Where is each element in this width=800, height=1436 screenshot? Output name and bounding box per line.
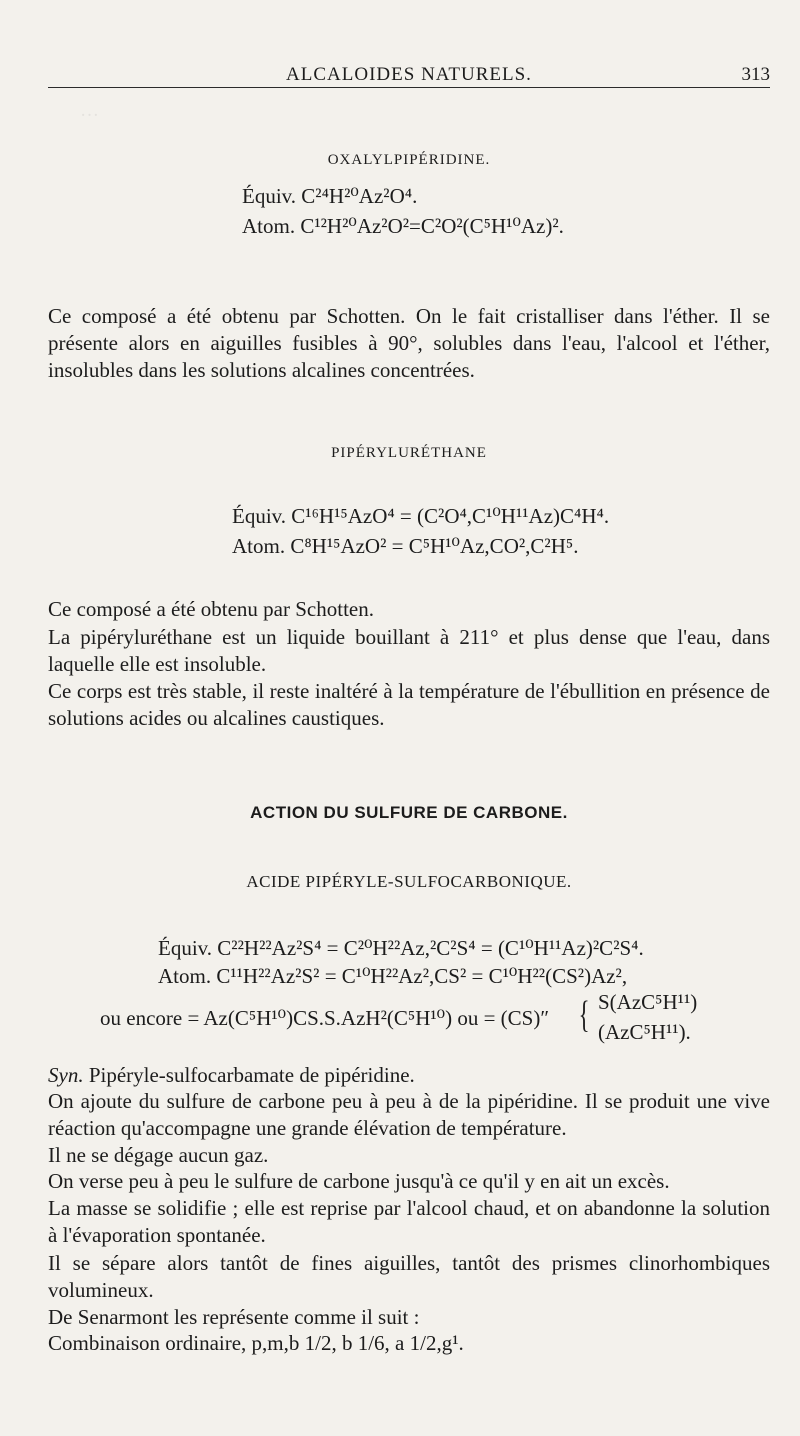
subsection-title-acide: ACIDE PIPÉRYLE-SULFOCARBONIQUE. [246, 872, 572, 891]
formula-atom: Atom. C¹²H²⁰Az²O²=C²O²(C⁵H¹⁰Az)². [242, 214, 564, 238]
formula-atom: Atom. C¹¹H²²Az²S² = C¹⁰H²²Az²,CS² = C¹⁰H²²(CS²)Az², [158, 964, 628, 988]
paragraph: Il ne se dégage aucun gaz. [48, 1143, 269, 1167]
header-rule [48, 87, 770, 88]
paragraph: On ajoute du sulfure de carbone peu à peu à de la pipéridine. Il se produit une vive réaction qu'accompagne une grande élévation de température. [48, 1089, 770, 1140]
paragraph: On verse peu à peu le sulfure de carbone jusqu'à ce qu'il y en ait un excès. [48, 1169, 670, 1193]
paragraph: Ce corps est très stable, il reste inaltéré à la température de l'ébullition en présence de solutions acides ou alcalines caustiques. [48, 679, 770, 730]
paragraph: Ce composé a été obtenu par Schotten. On le fait cristalliser dans l'éther. Il se présente alors en aiguilles fusibles à 90°, solubles dans l'eau, l'alcool et l'éther, insolubles dans les solutions alcalines concentrées. [48, 304, 770, 382]
paragraph: Ce composé a été obtenu par Schotten. [48, 597, 374, 621]
formula-atom: Atom. C⁸H¹⁵AzO² = C⁵H¹⁰Az,CO²,C²H⁵. [232, 534, 579, 558]
formula-equiv: Équiv. C¹⁶H¹⁵AzO⁴ = (C²O⁴,C¹⁰H¹¹Az)C⁴H⁴. [232, 504, 610, 528]
formula-encore: ou encore = Az(C⁵H¹⁰)CS.S.AzH²(C⁵H¹⁰) ou = (CS)″ [100, 1006, 550, 1030]
formula-brace-top: S(AzC⁵H¹¹) [598, 990, 698, 1014]
paragraph: De Senarmont les représente comme il suit : [48, 1305, 420, 1329]
paragraph: Il se sépare alors tantôt de fines aiguilles, tantôt des prismes clinorhombiques volumineux. [48, 1251, 770, 1302]
paragraph: La masse se solidifie ; elle est reprise par l'alcool chaud, et on abandonne la solution à l'évaporation spontanée. [48, 1196, 770, 1247]
formula-equiv: Équiv. C²⁴H²⁰Az²O⁴. [242, 184, 418, 208]
section-title-oxalylpiperidine: OXALYLPIPÉRIDINE. [327, 152, 491, 168]
formula-brace-bottom: (AzC⁵H¹¹). [598, 1020, 691, 1044]
formula-equiv: Équiv. C²²H²²Az²S⁴ = C²⁰H²²Az,²C²S⁴ = (C¹⁰H¹¹Az)²C²S⁴. [158, 936, 644, 960]
running-title: ALCALOIDES NATURELS. [286, 64, 532, 85]
page-number: 313 [741, 64, 770, 85]
paragraph: Combinaison ordinaire, p,m,b 1/2, b 1/6, a 1/2,g¹. [48, 1331, 464, 1355]
paragraph: La pipéryluréthane est un liquide bouillant à 211° et plus dense que l'eau, dans laquelle elle est insoluble. [48, 625, 770, 676]
brace-glyph: { [578, 994, 590, 1036]
syn-label: Syn. [48, 1063, 84, 1087]
syn-text: Pipéryle-sulfocarbamate de pipéridine. [88, 1063, 415, 1087]
section-title-sulfure-de-carbone: ACTION DU SULFURE DE CARBONE. [250, 803, 568, 822]
section-title-piperylurethane: PIPÉRYLURÉTHANE [331, 445, 487, 461]
synonym-line [48, 1062, 770, 1089]
bleed-through-text: … [80, 100, 99, 121]
